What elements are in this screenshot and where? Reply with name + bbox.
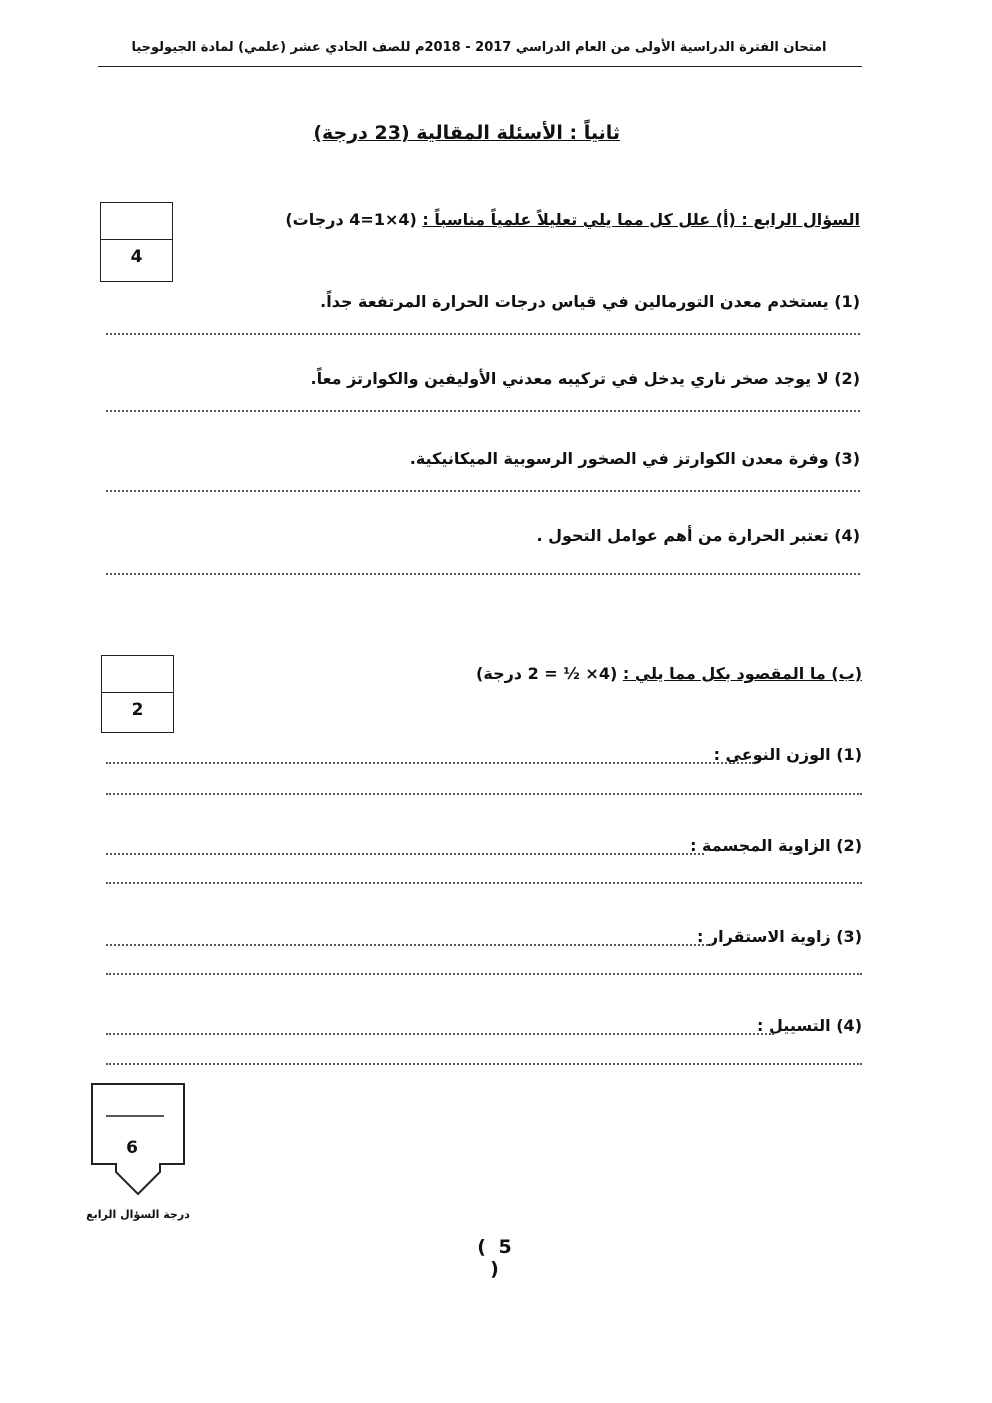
answer-line[interactable] [106, 573, 860, 575]
question-a-marks: (4×1=4 درجات) [285, 210, 417, 229]
answer-line[interactable] [106, 333, 860, 335]
question-b-item-1: (1) الوزن النوعي : [713, 745, 862, 764]
answer-line[interactable] [106, 944, 712, 946]
question-b-item-4: (4) التسييل : [757, 1016, 862, 1035]
score-box-divider [102, 692, 173, 693]
total-score-value: 6 [126, 1138, 138, 1158]
question-b-heading [476, 664, 862, 683]
question-a-item-1: (1) يستخدم معدن التورمالين في قياس درجات الحرارة المرتفعة جداً. [320, 292, 860, 311]
answer-line[interactable] [106, 410, 860, 412]
section-title: ثانياً : الأسئلة المقالية (23 درجة) [313, 122, 620, 144]
question-b-marks: (4× ½ = 2 درجة) [476, 664, 618, 683]
question-a-item-2: (2) لا يوجد صخر ناري يدخل في تركيبه معدني الأوليفين والكوارتز معاً. [310, 369, 860, 388]
question-a-item-3: (3) وفرة معدن الكوارتز في الصخور الرسوبية الميكانيكية. [409, 449, 860, 468]
answer-line[interactable] [106, 793, 862, 795]
page-number: ( 5 ) [477, 1236, 515, 1280]
answer-line[interactable] [106, 882, 862, 884]
question-b-item-2: (2) الزاوية المجسمة : [690, 836, 862, 855]
answer-line[interactable] [106, 1063, 862, 1065]
answer-line[interactable] [106, 1033, 774, 1035]
question-b-heading-text: (ب) ما المقصود بكل مما يلي : [622, 664, 862, 683]
answer-line[interactable] [106, 973, 862, 975]
question-a-item-4: (4) تعتبر الحرارة من أهم عوامل التحول . [536, 526, 860, 545]
score-box-divider [101, 239, 172, 240]
header-divider [98, 66, 862, 67]
answer-line[interactable] [106, 853, 704, 855]
total-score-caption: درجة السؤال الرابع [86, 1208, 190, 1221]
question-b-item-3: (3) زاوية الاستقرار : [696, 927, 862, 946]
score-box-question-a [100, 202, 173, 282]
answer-line[interactable] [106, 490, 860, 492]
answer-line[interactable] [106, 762, 754, 764]
score-box-question-b [101, 655, 174, 733]
question-a-heading-text: السؤال الرابع : (أ) علل كل مما يلي تعليلاً علمياً مناسباً : [422, 210, 860, 229]
score-box-value: 2 [131, 700, 144, 720]
question-a-heading [285, 210, 860, 229]
score-box-value: 4 [130, 247, 143, 267]
page-header: امتحان الفترة الدراسية الأولى من العام الدراسي 2017 - 2018م للصف الحادي عشر (علمي) لمادة الجيولوجيا [131, 40, 827, 55]
